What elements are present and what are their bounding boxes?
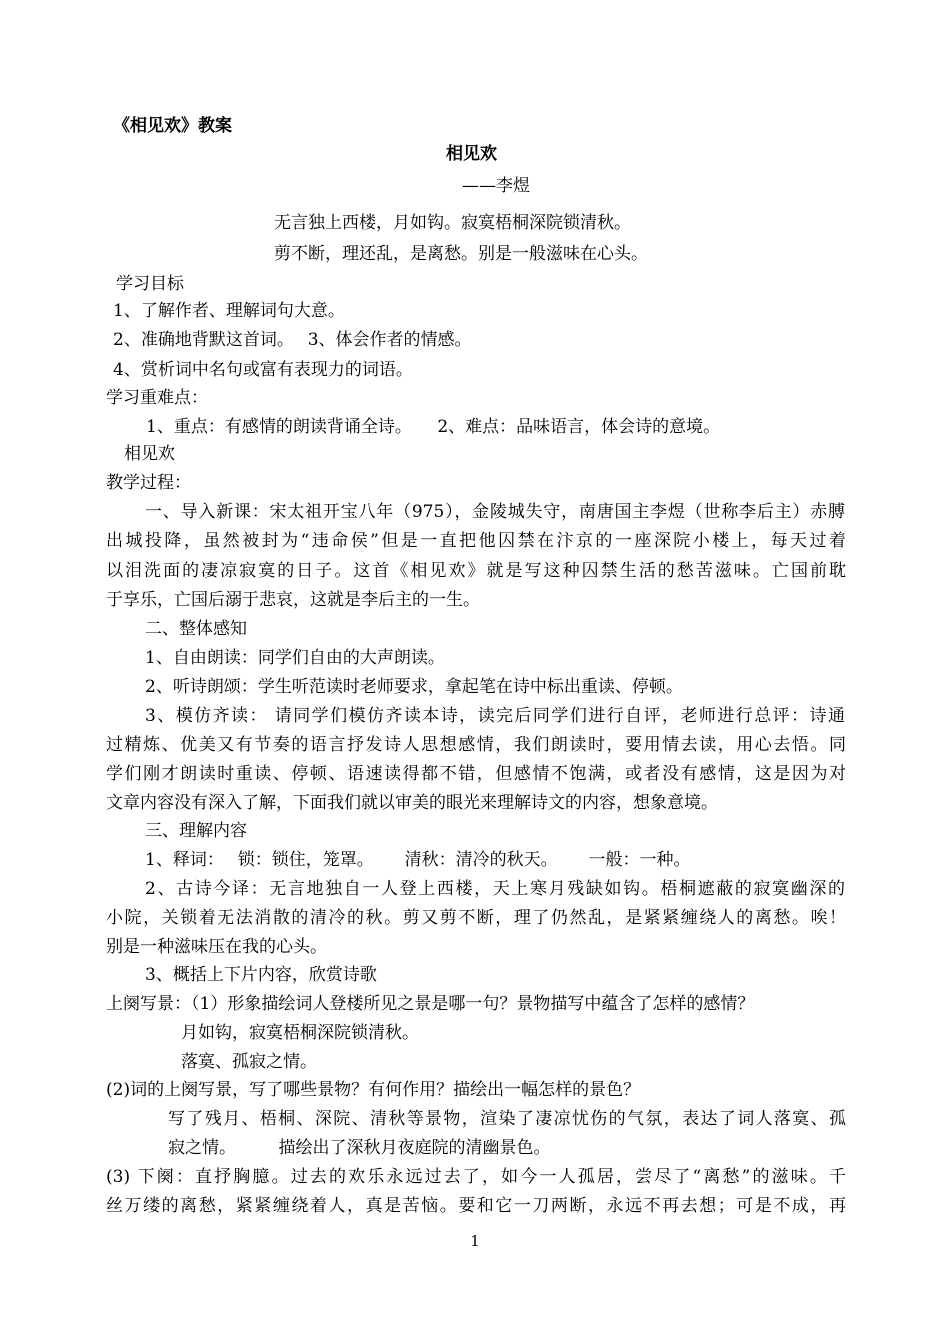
intro-line: 出城投降，虽然被封为“违命侯”但是一直把他囚禁在汴京的一座深院小楼上，每天过着 — [106, 531, 846, 551]
answer-line: 落寞、孤寂之情。 — [181, 1052, 317, 1072]
poem-title: 相见欢 — [446, 144, 497, 164]
intro-line: 一、导入新课：宋太祖开宝八年（975），金陵城失守，南唐国主李煜（世称李后主）赤膊 — [145, 502, 845, 522]
section-item: 2、古诗今译：无言地独自一人登上西楼，天上寒月残缺如钩。梧桐遮蔽的寂寞幽深的 — [145, 879, 845, 899]
question-line: 上阕写景：（1）形象描绘词人登楼所见之景是哪一句？景物描写中蕴含了怎样的感情？ — [106, 994, 755, 1014]
answer-line: 寂之情。 描绘出了深秋月夜庭院的清幽景色。 — [168, 1138, 551, 1158]
question-line: (3) 下阕：直抒胸臆。过去的欢乐永远过去了，如今一人孤居，尝尽了“离愁”的滋味。千 — [106, 1167, 846, 1187]
section-heading: 三、理解内容 — [145, 821, 247, 841]
goal-item: 4、赏析词中名句或富有表现力的词语。 — [113, 360, 413, 380]
section-item: 别是一种滋味压在我的心头。 — [106, 937, 327, 957]
section-item: 文章内容没有深入了解，下面我们就以审美的眼光来理解诗文的内容，想象意境。 — [106, 793, 718, 813]
question-line: (2)词的上阕写景，写了哪些景物？有何作用？描绘出一幅怎样的景色？ — [106, 1080, 641, 1100]
intro-line: 以泪洗面的凄凉寂寞的日子。这首《相见欢》就是写这种囚禁生活的愁苦滋味。亡国前耽 — [106, 561, 846, 581]
goal-item: 1、了解作者、理解词句大意。 — [113, 301, 345, 321]
poem-author: ——李煜 — [462, 176, 530, 196]
difficult-heading: 学习重难点： — [106, 388, 208, 408]
section-item: 1、自由朗读：同学们自由的大声朗读。 — [145, 648, 445, 668]
poem-line: 无言独上西楼，月如钩。寂寞梧桐深院锁清秋。 — [274, 213, 631, 233]
poem-line: 剪不断，理还乱，是离愁。别是一般滋味在心头。 — [274, 244, 648, 264]
answer-line: 月如钩，寂寞梧桐深院锁清秋。 — [181, 1023, 419, 1043]
section-item: 3、模仿齐读： 请同学们模仿齐读本诗，读完后同学们进行自评，老师进行总评：诗通 — [145, 706, 845, 726]
page-number: 1 — [470, 1232, 480, 1250]
question-line: 丝万缕的离愁，紧紧缠绕着人，真是苦恼。要和它一刀两断，永远不再去想；可是不成，再 — [106, 1196, 846, 1216]
section-item: 过精炼、优美又有节奏的语言抒发诗人思想感情，我们朗读时，要用情去读，用心去悟。同 — [106, 735, 846, 755]
intro-line: 于享乐，亡国后溺于悲哀，这就是李后主的一生。 — [106, 590, 480, 610]
goals-heading: 学习目标 — [116, 274, 184, 294]
section-item: 3、概括上下片内容，欣赏诗歌 — [145, 965, 377, 985]
section-heading: 二、整体感知 — [145, 619, 247, 639]
difficult-line: 1、重点：有感情的朗读背诵全诗。 2、难点：品味语言，体会诗的意境。 — [146, 417, 721, 437]
section-item: 小院，关锁着无法消散的清冷的秋。剪又剪不断，理了仍然乱，是紧紧缠绕人的离愁。唉！ — [106, 908, 846, 928]
section-item: 学们刚才朗读时重读、停顿、语速读得都不错，但感情不饱满，或者没有感情，这是因为对 — [106, 764, 846, 784]
subtitle: 相见欢 — [124, 444, 175, 464]
section-item: 2、听诗朗颂：学生听范读时老师要求，拿起笔在诗中标出重读、停顿。 — [145, 677, 683, 697]
answer-line: 写了残月、梧桐、深院、清秋等景物，渲染了凄凉忧伤的气氛，表达了词人落寞、孤 — [168, 1109, 846, 1129]
process-heading: 教学过程： — [106, 473, 191, 493]
goal-item: 2、准确地背默这首词。 3、体会作者的情感。 — [113, 330, 472, 350]
document-header: 《相见欢》教案 — [113, 116, 232, 136]
section-item: 1、释词： 锁：锁住，笼罩。 清秋：清冷的秋天。 一般：一种。 — [145, 850, 691, 870]
